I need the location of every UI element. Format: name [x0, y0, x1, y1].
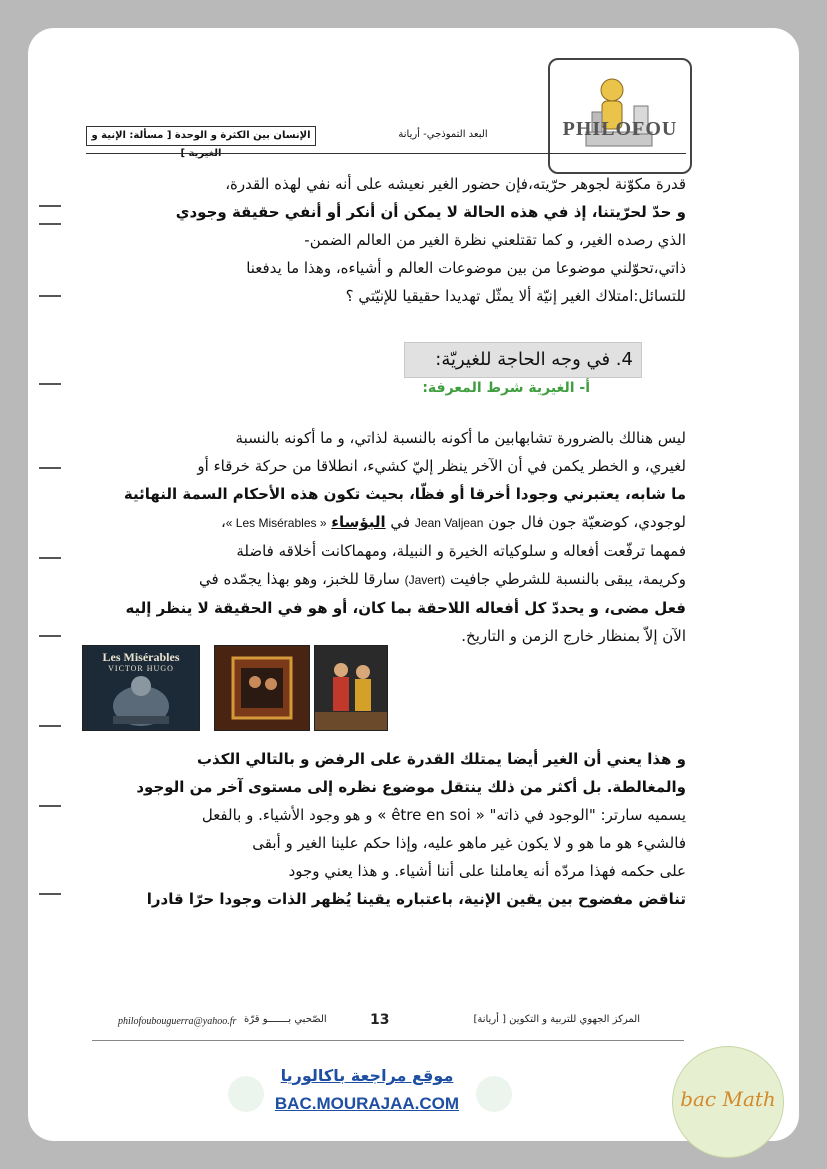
latin-title: « Les Misérables »: [225, 516, 327, 530]
text-line: [80, 508, 686, 537]
text-span: لوجودي، كوضعيّة جون فال جون: [488, 513, 686, 531]
paragraph-3: [80, 745, 686, 913]
text-span: في: [390, 513, 411, 531]
theatre-scene-image: [214, 645, 310, 731]
text-span: وكريمة، يبقى بالنسبة للشرطي جافيت: [450, 570, 686, 588]
section-subheading: أ- الغيرية شرط المعرفة:: [422, 380, 590, 396]
text-line: فمهما ترفّعت أفعاله و سلوكياته الخيرة و النبيلة، ومهماكانت أخلاقه فاضلة: [236, 542, 686, 560]
text-line: لغيري، و الخطر يكمن في أن الآخر ينظر إليّ كشيء، انطلاقا من حركة خرقاء أو: [197, 457, 686, 475]
text-line: و هذا يعني أن الغير أيضا يمتلك القدرة على الرفض و بالتالي الكذب: [196, 750, 686, 768]
header-location: البعد التموذجي- أريانة: [398, 129, 488, 140]
text-line: فالشيء هو ما هو و لا يكون غير ماهو عليه، وإذا حكم علينا الغير و أبقى: [252, 834, 686, 852]
latin-name: (Javert): [404, 573, 446, 587]
statue-icon: [578, 72, 660, 154]
text-span: ،: [220, 513, 226, 531]
text-line: على حكمه فهذا مردّه أنه يعاملنا على أننا أشياء. و هذا يعني وجود: [288, 862, 686, 880]
stage-actors-image: [314, 645, 388, 731]
text-line: تناقض مفضوح بين يقين الإنية، باعتباره يقينا يُظهر الذات وجودا حرّا قادرا: [146, 890, 686, 908]
text-line: [80, 565, 686, 594]
text-line: يسميه سارتر: "الوجود في ذاته" « être en soi » و هو وجود الأشياء. و بالفعل: [201, 806, 686, 824]
brand-link-latin[interactable]: BAC.MOURAJAA.COM: [274, 1094, 460, 1113]
text-line: ما شابه، يعتبرني وجودا أخرقا أو فظّا، بحيث تكون هذه الأحكام السمة النهائية: [123, 485, 686, 503]
text-line: ذاتي،تحوّلني موضوعا من بين موضوعات العالم و أشياءه، وهذا ما يدفعنا: [246, 259, 686, 277]
text-line: الآن إلاّ بمنظار خارج الزمن و التاريخ.: [461, 627, 686, 645]
header-topic: الإنسان بين الكثرة و الوحدة [ مسألة: الإنية و: [86, 126, 316, 146]
bac-math-badge: [672, 1046, 784, 1158]
logo-text: PHILOFOU: [562, 118, 678, 140]
text-line: والمغالطة. بل أكثر من ذلك ينتقل موضوع نظره إلى مستوى آخر من الوجود: [136, 778, 686, 796]
latin-name: Jean Valjean: [414, 516, 484, 530]
text-span: سارقا للخبز، وهو بهذا يجمّده في: [199, 570, 400, 588]
text-line: الذي رصده الغير، و كما تقتلعني نظرة الغير من العالم الضمن-: [304, 231, 686, 249]
brand-logo-left: [228, 1076, 264, 1112]
philofou-logo: [548, 58, 692, 174]
footer-email: philofoubouguerra@yahoo.fr: [118, 1016, 237, 1027]
paragraph-2: [80, 424, 686, 650]
poster-illustration: [83, 646, 199, 730]
header-divider: [86, 153, 686, 154]
poster-author: VICTOR HUGO: [108, 664, 174, 673]
footer-author: الصّحبي بـــــــو قرّة: [244, 1014, 327, 1025]
text-line: للتسائل:امتلاك الغير إنيّة ألا يمثّل تهديدا حقيقيا للإنيّتي ؟: [345, 287, 686, 305]
paragraph-1: [80, 170, 686, 310]
page-number: 13: [370, 1012, 390, 1028]
book-title: البؤساء: [331, 513, 386, 531]
brand-logo-right: [476, 1076, 512, 1112]
footer-institution: المركز الجهوي للتربية و التكوين [ أريانة]: [473, 1014, 640, 1025]
footer-divider: [92, 1040, 684, 1041]
theatre-illustration: [215, 646, 309, 730]
margin-decoration: [35, 165, 65, 945]
poster-title: Les Misérables: [102, 650, 180, 664]
text-line: ليس هنالك بالضرورة تشابهابين ما أكونه بالنسبة لذاتي، و ما أكونه بالنسبة: [235, 429, 686, 447]
les-miserables-poster: [82, 645, 200, 731]
text-line: قدرة مكوّنة لجوهر حرّيته،فإن حضور الغير نعيشه على أنه نفي لهذه القدرة،: [225, 175, 686, 193]
brand-link-arabic[interactable]: موقع مراجعة باكالوريا: [280, 1066, 454, 1085]
stage-illustration: [315, 646, 387, 730]
text-line: فعل مضى، و يحددّ كل أفعاله اللاحقة بما كان، أو هو في الحقيقة لا ينظر إليه: [125, 599, 686, 617]
section-heading: 4. في وجه الحاجة للغيريّة:: [404, 342, 642, 378]
text-line: و حدّ لحرّيتنا، إذ في هذه الحالة لا يمكن أن أنكر أو أنفي حقيقة وجودي: [175, 203, 686, 221]
badge-text: bac Math: [680, 1087, 776, 1111]
